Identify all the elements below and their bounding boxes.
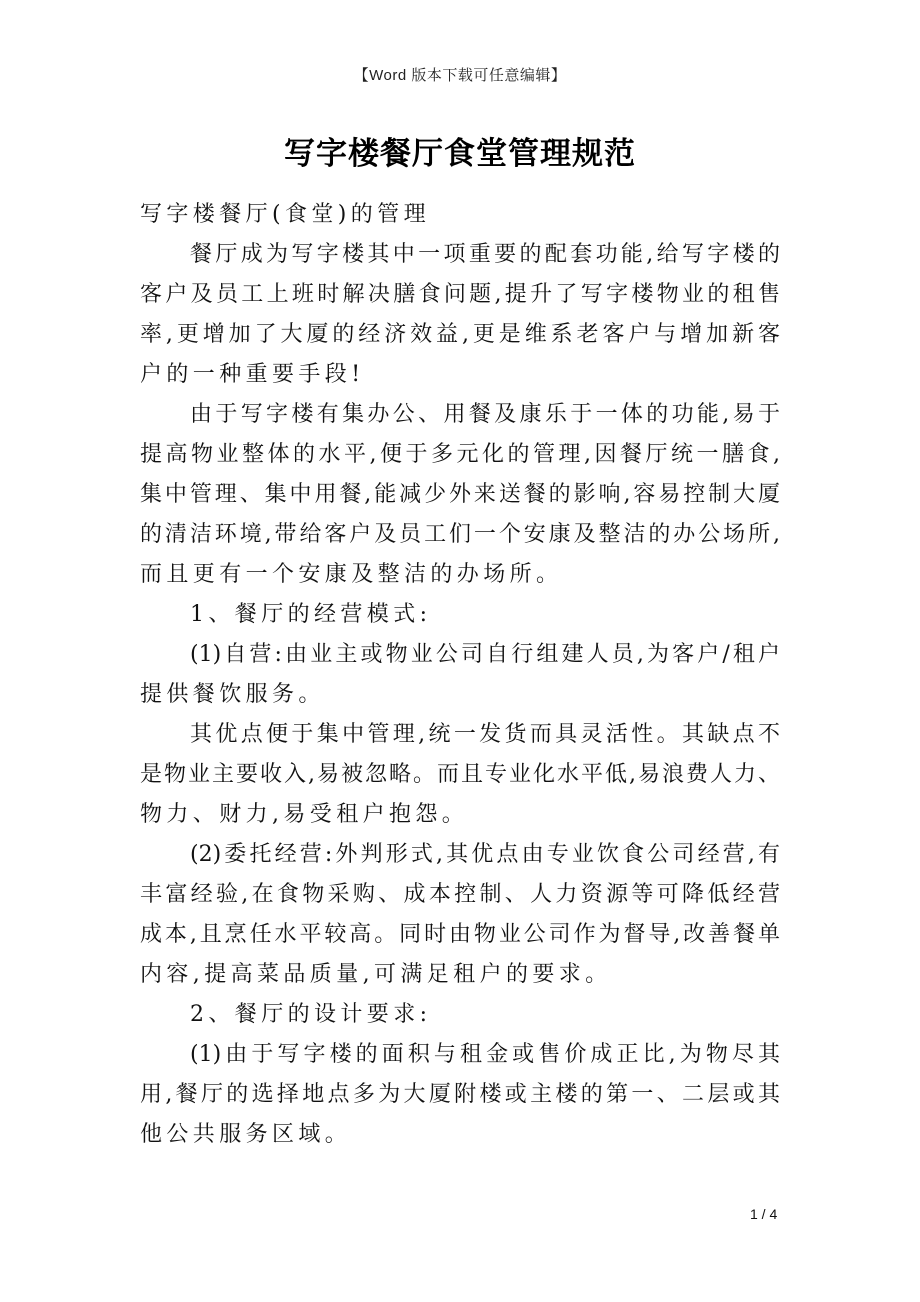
subheading: 写字楼餐厅(食堂)的管理	[140, 202, 430, 227]
paragraph-line: 由于写字楼有集办公、用餐及康乐于一体的功能,易于	[190, 402, 780, 427]
section-heading: 2、餐厅的设计要求:	[190, 1002, 432, 1027]
paragraph-line: 成本,且烹任水平较高。同时由物业公司作为督导,改善餐单	[140, 922, 780, 947]
document-title: 写字楼餐厅食堂管理规范	[284, 136, 636, 172]
paragraph-line: (1)自营:由业主或物业公司自行组建人员,为客户/租户	[190, 642, 780, 667]
paragraph-line: 其优点便于集中管理,统一发货而具灵活性。其缺点不	[190, 722, 780, 747]
section-heading: 1、餐厅的经营模式:	[190, 602, 432, 627]
paragraph-line: 餐厅成为写字楼其中一项重要的配套功能,给写字楼的	[190, 242, 780, 267]
paragraph-line: 提供餐饮服务。	[140, 682, 325, 707]
paragraph-line: 提高物业整体的水平,便于多元化的管理,因餐厅统一膳食,	[140, 442, 780, 467]
paragraph-line: 他公共服务区域。	[140, 1122, 352, 1147]
page-number: 1 / 4	[750, 1206, 778, 1222]
paragraph-line: 率,更增加了大厦的经济效益,更是维系老客户与增加新客	[140, 322, 780, 347]
paragraph-line: 内容,提高菜品质量,可满足租户的要求。	[140, 962, 612, 987]
paragraph-line: (2)委托经营:外判形式,其优点由专业饮食公司经营,有	[190, 842, 780, 867]
paragraph-line: 物力、财力,易受租户抱怨。	[140, 802, 469, 827]
paragraph-line: (1)由于写字楼的面积与租金或售价成正比,为物尽其	[190, 1042, 780, 1067]
paragraph-line: 是物业主要收入,易被忽略。而且专业化水平低,易浪费人力、	[140, 762, 780, 787]
paragraph-line: 而且更有一个安康及整洁的办场所。	[140, 562, 563, 587]
paragraph-line: 用,餐厅的选择地点多为大厦附楼或主楼的第一、二层或其	[140, 1082, 780, 1107]
paragraph-line: 客户及员工上班时解决膳食问题,提升了写字楼物业的租售	[140, 282, 780, 307]
paragraph-line: 集中管理、集中用餐,能减少外来送餐的影响,容易控制大厦	[140, 482, 780, 507]
download-banner: 【Word 版本下载可任意编辑】	[353, 67, 567, 84]
paragraph-line: 户的一种重要手段!	[140, 362, 365, 387]
paragraph-line: 的清洁环境,带给客户及员工们一个安康及整洁的办公场所,	[140, 522, 780, 547]
document-body	[140, 195, 780, 1155]
paragraph-line: 丰富经验,在食物采购、成本控制、人力资源等可降低经营	[140, 882, 780, 907]
